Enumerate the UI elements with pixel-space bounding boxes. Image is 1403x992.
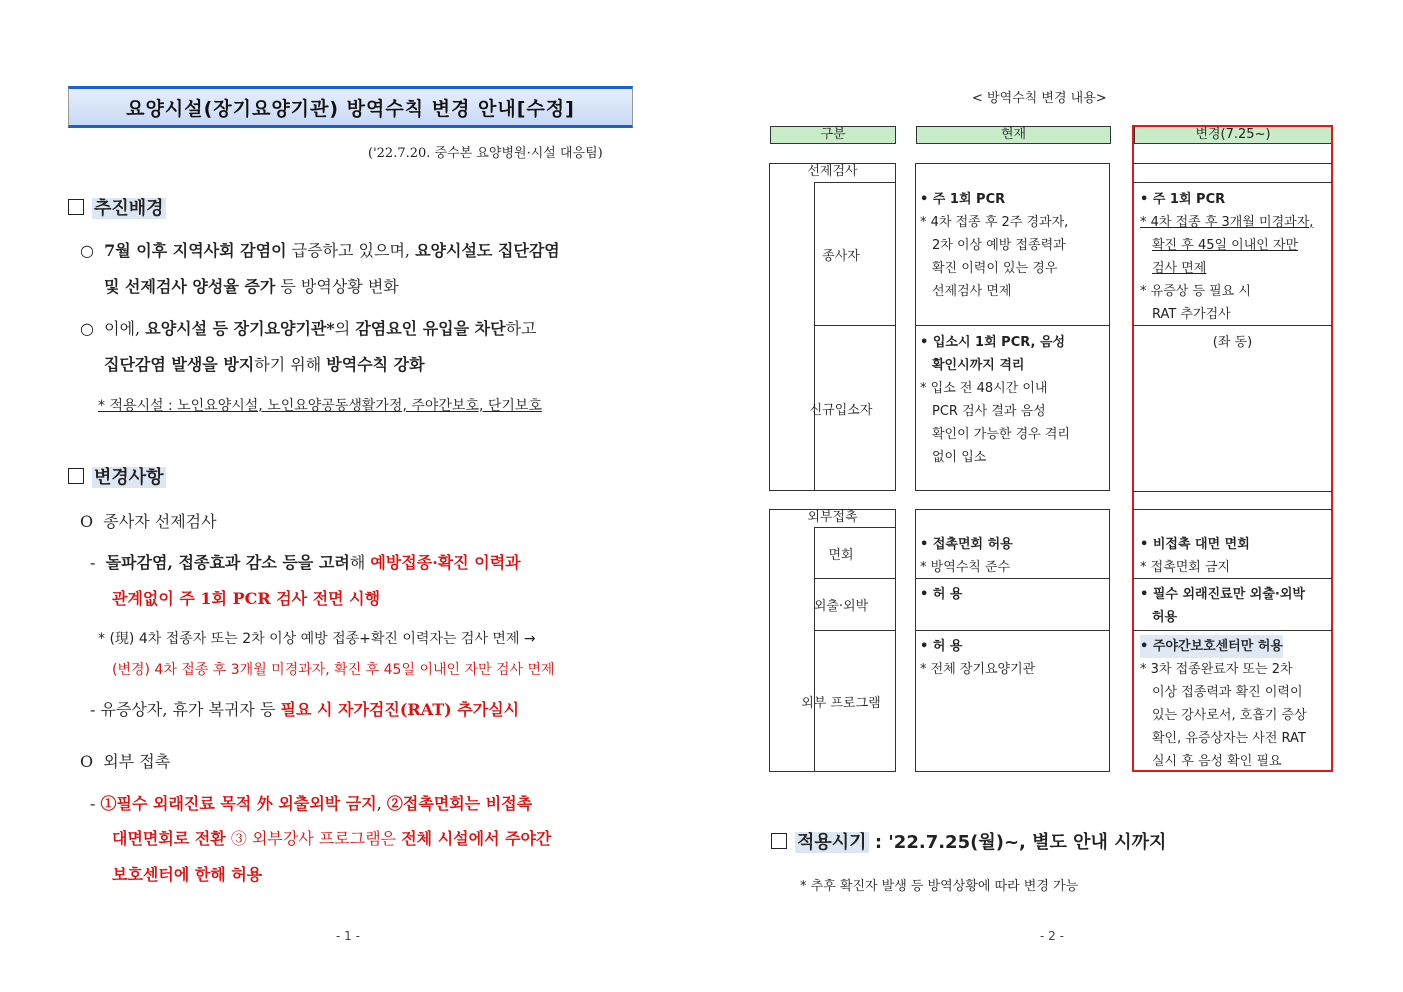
new-resident-change-text: (좌 동) — [1212, 335, 1253, 350]
program-change-text: • 주야간보호센터만 허용 * 3차 접종완료자 또는 2차 이상 접종력과 확진 이력이 있는 강사로서, 호흡기 증상 확인, 유증상자는 사전 RAT 실시 후 음성 확인 필요 — [1140, 635, 1307, 773]
staff-note-line-1: * (現) 4차 접종자 또는 2차 이상 예방 접종+확진 이력자는 검사 면제 → — [98, 631, 536, 647]
group-external-label: 외부접촉 — [807, 510, 858, 525]
row-program-label: 외부 프로그램 — [801, 696, 881, 711]
circle-bullet-icon: ○ — [80, 241, 105, 260]
table-title: < 방역수칙 변경 내용> — [972, 91, 1107, 106]
row-staff-label: 종사자 — [822, 249, 860, 264]
outing-current-text: • 허 용 — [920, 587, 963, 602]
sub-staff-test: O 종사자 선제검사 — [80, 512, 217, 531]
sub-external-contact: O 외부 접촉 — [80, 752, 171, 771]
staff-current-text: • 주 1회 PCR * 4차 접종 후 2주 경과자, 2차 이상 예방 접종력과 확진 이력이 있는 경우 선제검사 면제 — [920, 192, 1069, 299]
section-background: 추진배경 — [68, 194, 166, 220]
page-number-2: - 2 - — [1040, 929, 1064, 943]
circle-bullet-icon: O — [80, 752, 104, 771]
date-line: ('22.7.20. 중수본 요양병원·시설 대응팀) — [368, 146, 603, 161]
header-change: 변경(7.25~) — [1134, 126, 1332, 144]
header-category: 구분 — [770, 126, 896, 144]
visit-current-text: • 접촉면회 허용 * 방역수칙 준수 — [920, 537, 1013, 575]
staff-dash-1-line-1: - 돌파감염, 접종효과 감소 등을 고려해 예방접종·확진 이력과 — [90, 553, 521, 572]
visit-change-text: • 비접촉 대면 면회 * 접촉면회 금지 — [1140, 537, 1250, 575]
staff-note-line-2: (변경) 4차 접종 후 3개월 미경과자, 확진 후 45일 이내인 자만 검사 면제 — [112, 662, 555, 678]
row-new-resident-label: 신규입소자 — [809, 403, 873, 418]
checkbox-square-icon — [68, 468, 84, 484]
group-screening-label: 선제검사 — [807, 164, 858, 179]
circle-bullet-icon: O — [80, 512, 104, 531]
program-current-text: • 허 용 * 전체 장기요양기관 — [920, 639, 1036, 677]
apply-note: * 추후 확진자 발생 등 방역상황에 따라 변경 가능 — [800, 879, 1079, 894]
staff-dash-1-line-2: 관계없이 주 1회 PCR 검사 전면 시행 — [112, 589, 381, 608]
apply-period: 적용시기 : '22.7.25(월)~, 별도 안내 시까지 — [771, 828, 1166, 854]
row-visit-label: 면회 — [828, 548, 854, 563]
bullet-1-line-2: 및 선제검사 양성율 증가 등 방역상황 변화 — [104, 277, 399, 296]
checkbox-square-icon — [771, 833, 787, 849]
page-number-1: - 1 - — [336, 929, 360, 943]
staff-change-text: • 주 1회 PCR * 4차 접종 후 3개월 미경과자, 확진 후 45일 이내인 자만 검사 면제 * 유증상 등 필요 시 RAT 추가검사 — [1140, 192, 1314, 322]
header-current: 현재 — [916, 126, 1111, 144]
checkbox-square-icon — [68, 199, 84, 215]
document-title: 요양시설(장기요양기관) 방역수칙 변경 안내[수정] — [68, 86, 633, 128]
bullet-1-line-1: ○ 7월 이후 지역사회 감염이 급증하고 있으며, 요양시설도 집단감염 — [80, 241, 560, 260]
row-outing-label: 외출·외박 — [813, 599, 869, 614]
bullet-2-line-1: ○ 이에, 요양시설 등 장기요양기관*의 감염요인 유입을 차단하고 — [80, 319, 537, 338]
group-screening-box — [769, 163, 896, 491]
circle-bullet-icon: ○ — [80, 319, 105, 338]
outing-change-text: • 필수 외래진료만 외출·외박 허용 — [1140, 587, 1305, 625]
external-line-1: - ①필수 외래진료 목적 外 외출외박 금지, ②접촉면회는 비접촉 — [90, 794, 533, 813]
external-line-3: 보호센터에 한해 허용 — [112, 865, 263, 884]
staff-dash-2: - 유증상자, 휴가 복귀자 등 필요 시 자가검진(RAT) 추가실시 — [90, 700, 520, 719]
new-resident-current-text: • 입소시 1회 PCR, 음성 확인시까지 격리 * 입소 전 48시간 이내 PCR 검사 결과 음성 확인이 가능한 경우 격리 없이 입소 — [920, 335, 1070, 465]
bullet-2-line-2: 집단감염 발생을 방지하기 위해 방역수칙 강화 — [104, 355, 425, 374]
external-line-2: 대면면회로 전환 ③ 외부강사 프로그램은 전체 시설에서 주야간 — [112, 829, 552, 848]
facilities-note: * 적용시설 : 노인요양시설, 노인요양공동생활가정, 주야간보호, 단기보호 — [98, 398, 542, 414]
section-changes: 변경사항 — [68, 463, 166, 489]
